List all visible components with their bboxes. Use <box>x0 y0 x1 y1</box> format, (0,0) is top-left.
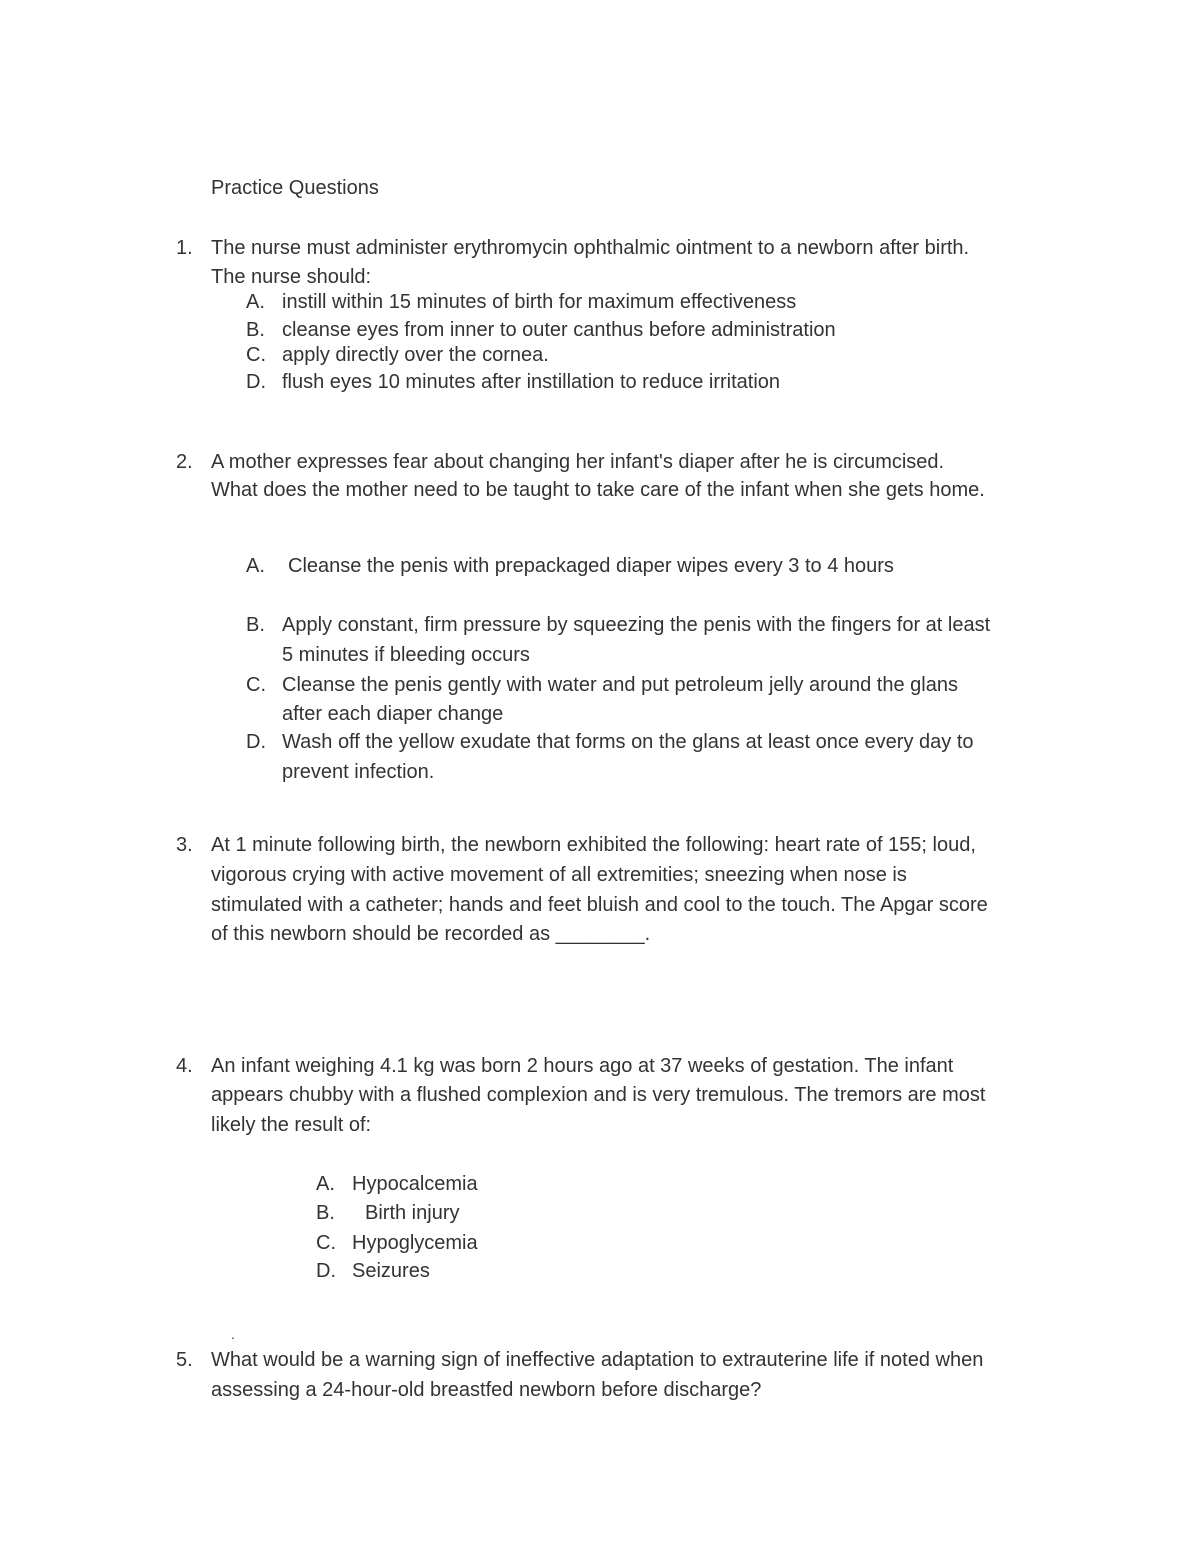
question-stem: What does the mother need to be taught to take care of the infant when she gets home. <box>211 479 985 501</box>
question-number: 3. <box>176 834 193 856</box>
option-letter: A. <box>246 291 265 313</box>
option-text: Seizures <box>352 1260 430 1282</box>
option-text: Birth injury <box>365 1202 460 1224</box>
option-text: prevent infection. <box>282 761 435 783</box>
question-stem: A mother expresses fear about changing her infant's diaper after he is circumcised. <box>211 451 945 473</box>
option-text: instill within 15 minutes of birth for maximum effectiveness <box>282 291 797 313</box>
option-text: Hypocalcemia <box>352 1173 478 1195</box>
option-text: Hypoglycemia <box>352 1232 478 1254</box>
page-title: Practice Questions <box>211 177 379 199</box>
option-letter: C. <box>316 1232 336 1254</box>
option-text: Cleanse the penis gently with water and put petroleum jelly around the glans <box>282 674 958 696</box>
question-stem: What would be a warning sign of ineffective adaptation to extrauterine life if noted when <box>211 1349 984 1371</box>
option-text: 5 minutes if bleeding occurs <box>282 644 530 666</box>
option-text: Wash off the yellow exudate that forms on the glans at least once every day to <box>282 731 974 753</box>
option-text: cleanse eyes from inner to outer canthus before administration <box>282 319 836 341</box>
question-stem: of this newborn should be recorded as ________. <box>211 923 651 945</box>
question-stem: The nurse must administer erythromycin ophthalmic ointment to a newborn after birth. <box>211 237 970 259</box>
option-letter: A. <box>246 555 265 577</box>
option-letter: D. <box>246 371 266 393</box>
option-letter: B. <box>246 319 265 341</box>
option-letter: D. <box>316 1260 336 1282</box>
option-letter: B. <box>316 1202 335 1224</box>
question-stem: stimulated with a catheter; hands and feet bluish and cool to the touch. The Apgar score <box>211 894 988 916</box>
question-number: 2. <box>176 451 193 473</box>
option-letter: A. <box>316 1173 335 1195</box>
option-text: Apply constant, firm pressure by squeezing the penis with the fingers for at least <box>282 614 991 636</box>
question-number: 5. <box>176 1349 193 1371</box>
option-letter: C. <box>246 344 266 366</box>
option-letter: D. <box>246 731 266 753</box>
stray-mark: . <box>231 1326 235 1342</box>
option-text: Cleanse the penis with prepackaged diaper wipes every 3 to 4 hours <box>288 555 894 577</box>
question-number: 1. <box>176 237 193 259</box>
question-stem: vigorous crying with active movement of all extremities; sneezing when nose is <box>211 864 907 886</box>
question-stem: likely the result of: <box>211 1114 372 1136</box>
question-stem: An infant weighing 4.1 kg was born 2 hours ago at 37 weeks of gestation. The infant <box>211 1055 954 1077</box>
question-stem: appears chubby with a flushed complexion and is very tremulous. The tremors are most <box>211 1084 986 1106</box>
option-text: flush eyes 10 minutes after instillation to reduce irritation <box>282 371 781 393</box>
question-stem: At 1 minute following birth, the newborn exhibited the following: heart rate of 155; loud, <box>211 834 976 856</box>
question-stem: assessing a 24-hour-old breastfed newborn before discharge? <box>211 1379 762 1401</box>
option-letter: C. <box>246 674 266 696</box>
option-letter: B. <box>246 614 265 636</box>
question-stem: The nurse should: <box>211 266 372 288</box>
option-text: after each diaper change <box>282 703 504 725</box>
question-number: 4. <box>176 1055 193 1077</box>
option-text: apply directly over the cornea. <box>282 344 549 366</box>
